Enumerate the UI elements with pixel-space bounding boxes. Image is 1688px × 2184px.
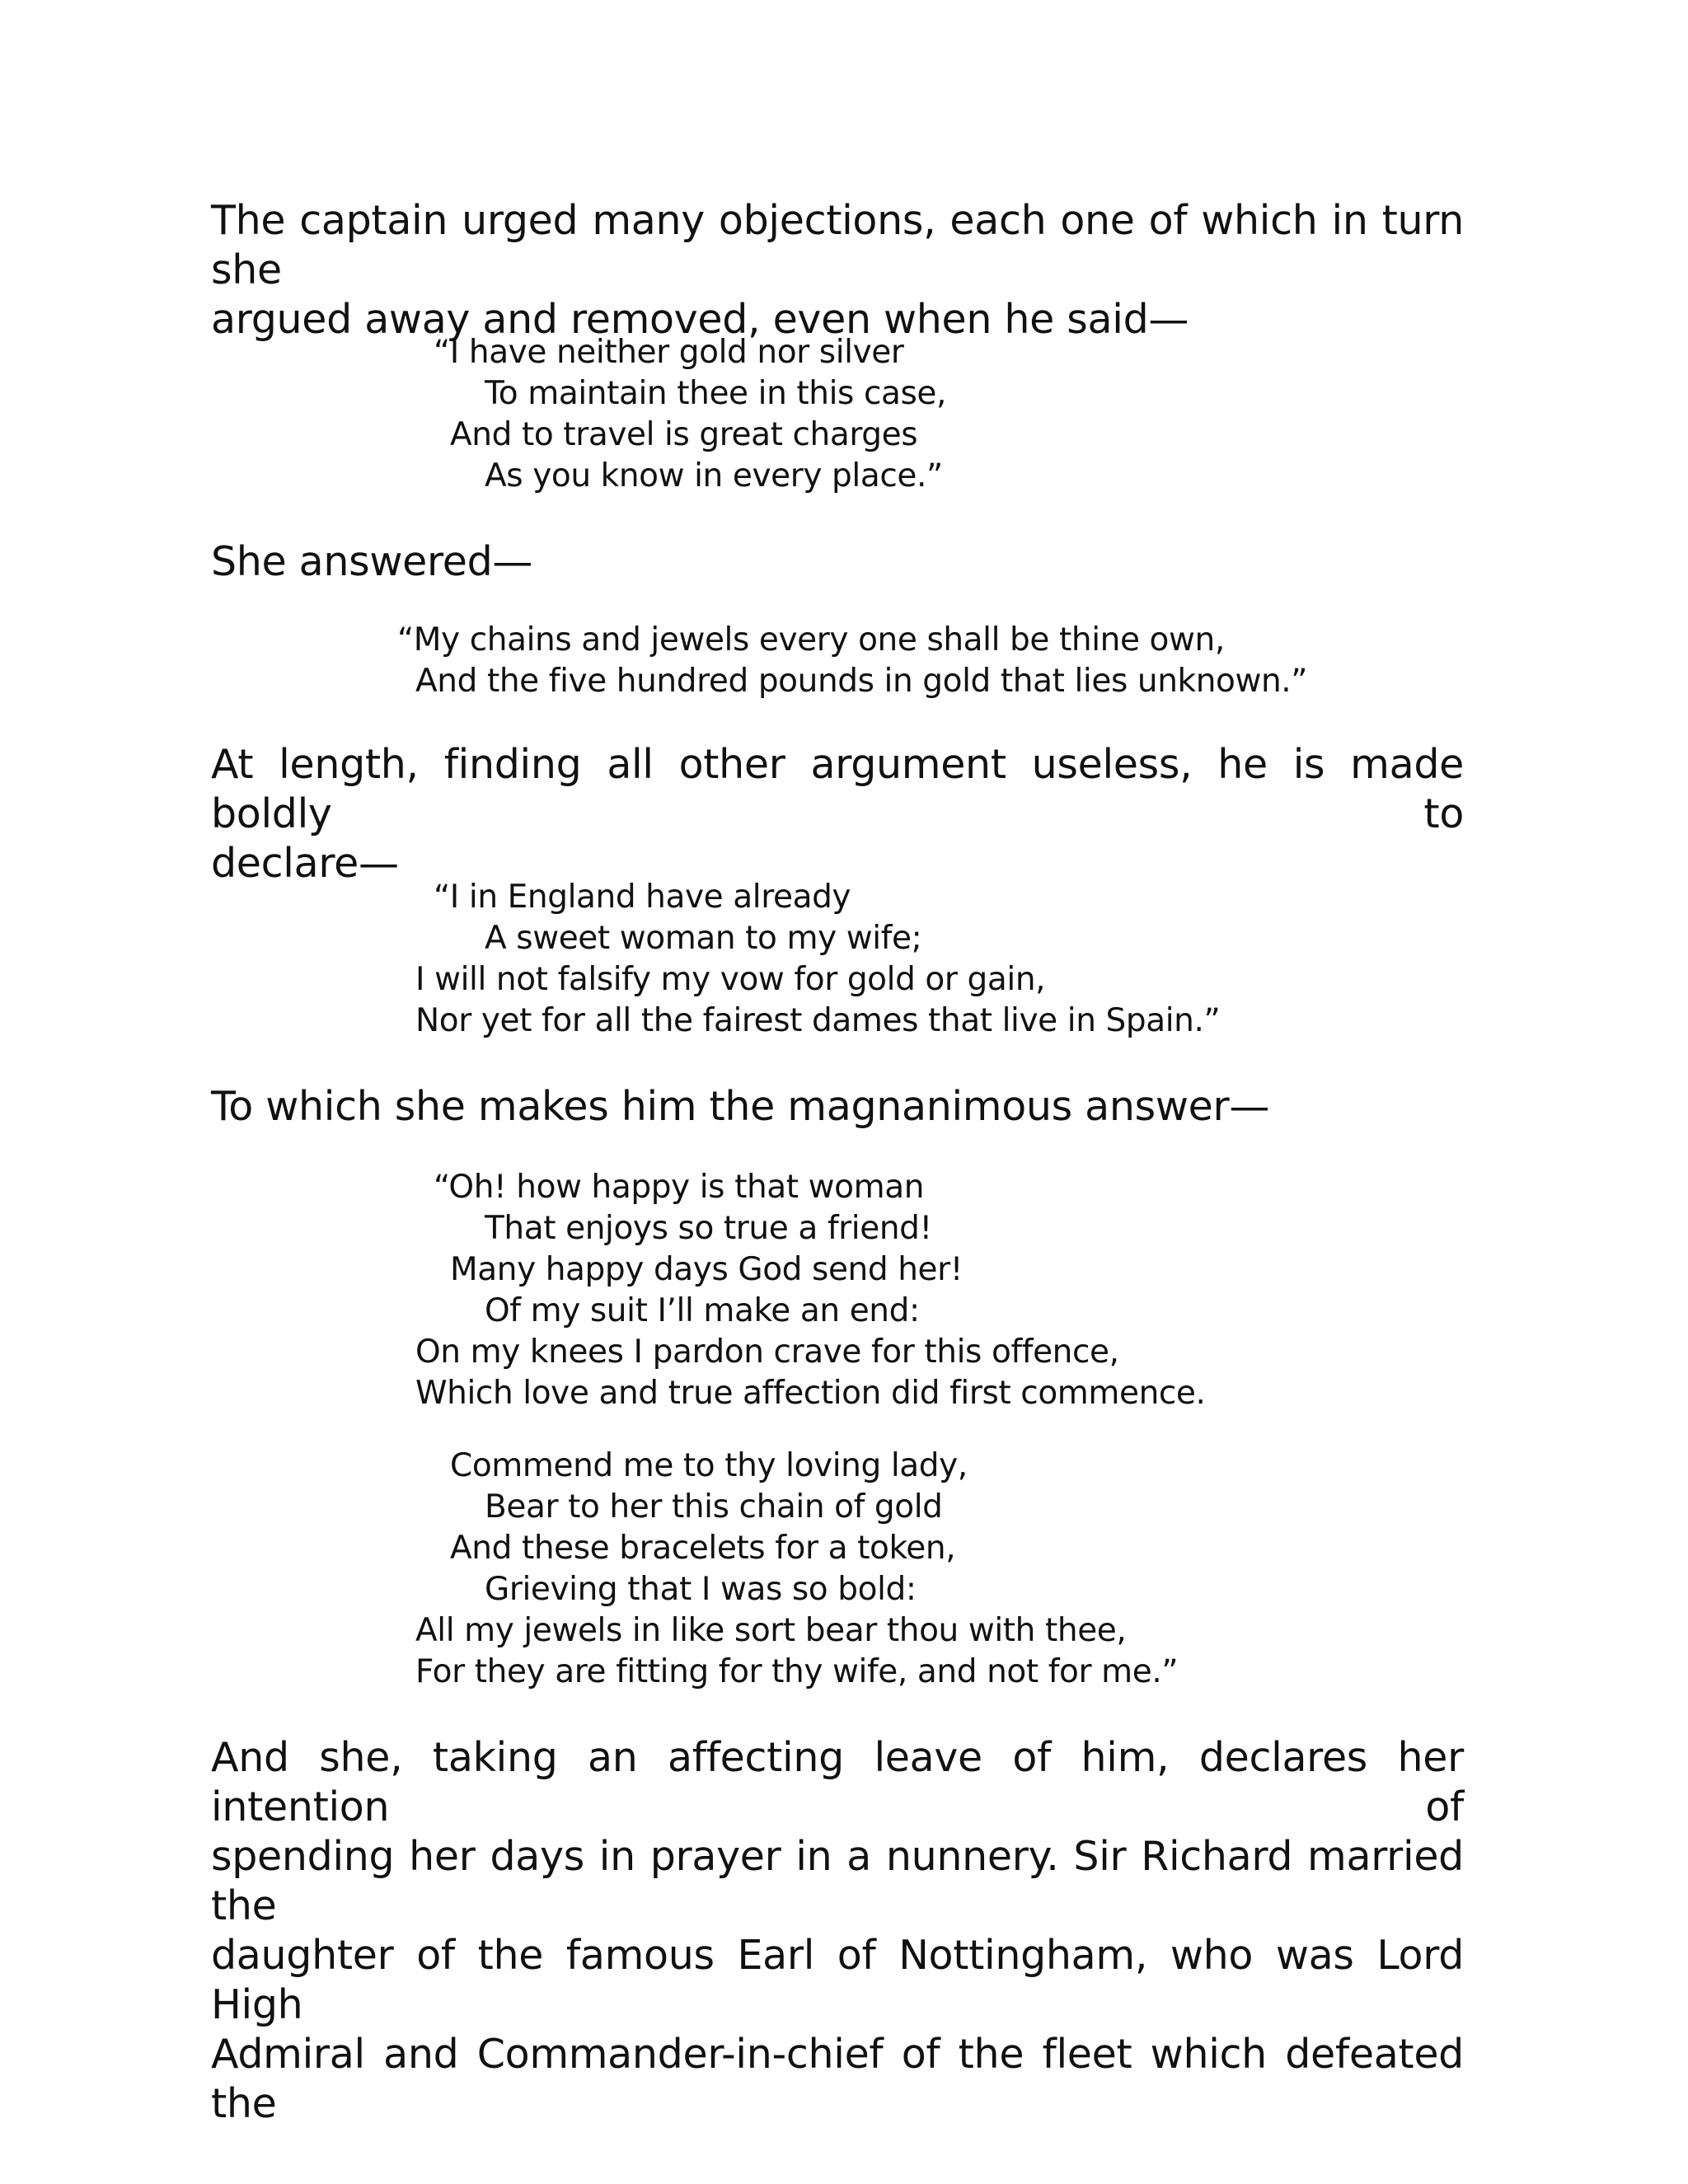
verse-line: Many happy days God send her!: [450, 1251, 963, 1288]
paragraph-line: The captain urged many objections, each one of which in turn she: [211, 197, 1464, 293]
paragraph-5: [211, 1733, 1464, 2129]
verse-line: Commend me to thy loving lady,: [450, 1447, 968, 1484]
verse-line: Bear to her this chain of gold: [485, 1488, 943, 1526]
paragraph-1: [211, 196, 1464, 344]
paragraph-line: And she, taking an affecting leave of him, declares her intention of: [211, 1734, 1464, 1830]
verse-line: As you know in every place.”: [485, 457, 943, 494]
verse-line: To maintain thee in this case,: [485, 375, 946, 412]
verse-stanza-3: [415, 877, 1221, 1042]
verse-line: “Oh! how happy is that woman: [434, 1169, 925, 1206]
verse-stanza-2: [397, 620, 1307, 702]
paragraph-line: argued away and removed, even when he said—: [211, 296, 1189, 343]
verse-line: And the five hundred pounds in gold that lies unknown.”: [415, 663, 1308, 700]
verse-line: That enjoys so true a friend!: [485, 1210, 932, 1247]
paragraph-line: Admiral and Commander-in-chief of the fleet which defeated the: [211, 2031, 1464, 2127]
verse-line: “I have neither gold nor silver: [434, 334, 904, 371]
verse-stanza-4: [415, 1167, 1206, 1414]
verse-line: Nor yet for all the fairest dames that live in Spain.”: [415, 1002, 1221, 1039]
verse-stanza-1: [434, 332, 946, 497]
paragraph-line: She answered—: [211, 538, 533, 585]
verse-line: On my knees I pardon crave for this offence,: [415, 1333, 1119, 1371]
verse-line: Grieving that I was so bold:: [485, 1571, 917, 1608]
verse-line: And these bracelets for a token,: [450, 1530, 956, 1567]
paragraph-3: [211, 740, 1464, 888]
paragraph-2: [211, 537, 1464, 587]
paragraph-line: declare—: [211, 840, 399, 887]
paragraph-line: At length, finding all other argument useless, he is made boldly to: [211, 741, 1464, 837]
verse-line: For they are fitting for thy wife, and not for me.”: [415, 1653, 1179, 1690]
verse-line: “I in England have already: [434, 879, 851, 916]
verse-stanza-5: [415, 1446, 1179, 1693]
verse-line: And to travel is great charges: [450, 416, 918, 453]
verse-line: All my jewels in like sort bear thou with thee,: [415, 1612, 1127, 1649]
paragraph-line: To which she makes him the magnanimous answer—: [211, 1083, 1270, 1130]
paragraph-4: [211, 1082, 1464, 1132]
paragraph-line: spending her days in prayer in a nunnery. Sir Richard married the: [211, 1833, 1464, 1929]
paragraph-line: daughter of the famous Earl of Nottingham, who was Lord High: [211, 1932, 1464, 2028]
verse-line: I will not falsify my vow for gold or gain,: [415, 961, 1046, 998]
verse-line: A sweet woman to my wife;: [485, 920, 922, 957]
verse-line: Which love and true affection did first commence.: [415, 1375, 1206, 1412]
verse-line: “My chains and jewels every one shall be thine own,: [397, 621, 1225, 658]
verse-line: Of my suit I’ll make an end:: [485, 1292, 920, 1329]
